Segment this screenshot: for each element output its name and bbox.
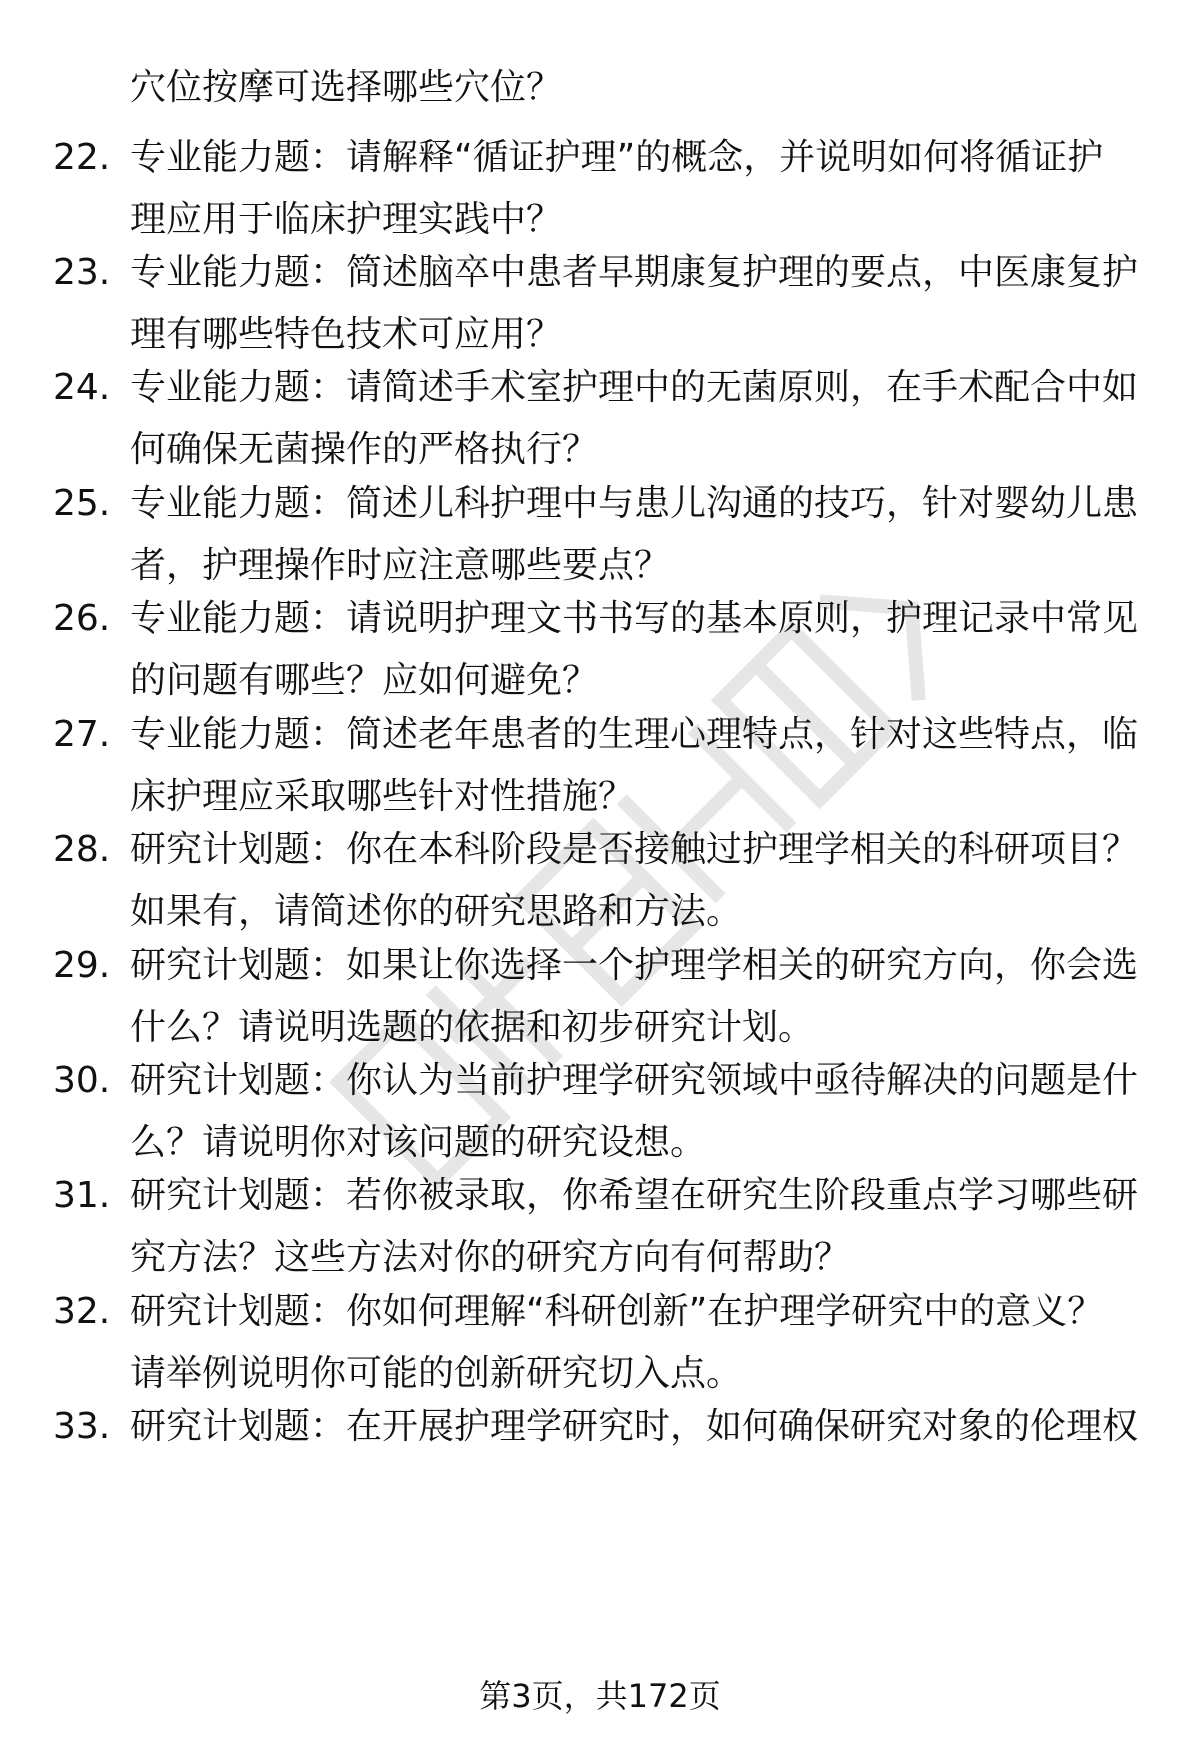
- question-text-line: 研究计划题：你认为当前护理学研究领域中亟待解决的问题是什: [130, 1060, 1139, 1101]
- question-number: 28.: [53, 829, 111, 870]
- question-text-line: 专业能力题：简述儿科护理中与患儿沟通的技巧，针对婴幼儿患: [130, 483, 1139, 524]
- question-number: 31.: [53, 1175, 111, 1216]
- question-text-line: 的问题有哪些？应如何避免？: [130, 660, 599, 701]
- question-text-line: 专业能力题：简述老年患者的生理心理特点，针对这些特点，临: [130, 714, 1139, 755]
- question-number: 25.: [53, 483, 111, 524]
- continued-question-text: 穴位按摩可选择哪些穴位？: [130, 67, 563, 108]
- question-text-line: 专业能力题：请解释“循证护理”的概念，并说明如何将循证护: [130, 137, 1104, 178]
- question-text-line: 么？请说明你对该问题的研究设想。: [130, 1122, 707, 1163]
- question-number: 32.: [53, 1291, 111, 1332]
- question-31: [0, 1166, 1200, 1286]
- question-text-line: 床护理应采取哪些针对性措施？: [130, 776, 635, 817]
- question-text-line: 专业能力题：请说明护理文书书写的基本原则，护理记录中常见: [130, 598, 1139, 639]
- question-number: 23.: [53, 252, 111, 293]
- question-number: 29.: [53, 945, 111, 986]
- question-text-line: 究方法？这些方法对你的研究方向有何帮助？: [130, 1237, 851, 1278]
- question-text-line: 如果有，请简述你的研究思路和方法。: [130, 891, 743, 932]
- question-text-line: 理应用于临床护理实践中？: [130, 199, 563, 240]
- question-23: [0, 243, 1200, 363]
- question-28: [0, 820, 1200, 940]
- question-text-line: 研究计划题：若你被录取，你希望在研究生阶段重点学习哪些研: [130, 1175, 1139, 1216]
- question-32: [0, 1282, 1200, 1402]
- question-text-line: 研究计划题：你在本科阶段是否接触过护理学相关的科研项目？: [130, 829, 1139, 870]
- question-text-line: 专业能力题：请简述手术室护理中的无菌原则，在手术配合中如: [130, 367, 1139, 408]
- question-text-line: 专业能力题：简述脑卒中患者早期康复护理的要点，中医康复护: [130, 252, 1139, 293]
- question-29: [0, 936, 1200, 1056]
- question-30: [0, 1051, 1200, 1171]
- question-number: 30.: [53, 1060, 111, 1101]
- question-number: 22.: [53, 137, 111, 178]
- question-text-line: 什么？请说明选题的依据和初步研究计划。: [130, 1007, 815, 1048]
- question-number: 26.: [53, 598, 111, 639]
- question-text-line: 请举例说明你可能的创新研究切入点。: [130, 1353, 743, 1394]
- question-number: 27.: [53, 714, 111, 755]
- page-footer: 第3页，共172页: [479, 1677, 721, 1715]
- question-text-line: 研究计划题：如果让你选择一个护理学相关的研究方向，你会选: [130, 945, 1139, 986]
- question-text-line: 何确保无菌操作的严格执行？: [130, 429, 599, 470]
- question-text-line: 研究计划题：在开展护理学研究时，如何确保研究对象的伦理权: [130, 1406, 1139, 1447]
- question-24: [0, 358, 1200, 478]
- question-25: [0, 474, 1200, 594]
- question-33: [0, 1397, 1200, 1517]
- question-number: 33.: [53, 1406, 111, 1447]
- question-26: [0, 589, 1200, 709]
- question-text-line: 者，护理操作时应注意哪些要点？: [130, 545, 671, 586]
- question-text-line: 研究计划题：你如何理解“科研创新”在护理学研究中的意义？: [130, 1291, 1104, 1332]
- question-22: [0, 128, 1200, 248]
- question-text-line: 理有哪些特色技术可应用？: [130, 314, 563, 355]
- question-number: 24.: [53, 367, 111, 408]
- question-27: [0, 705, 1200, 825]
